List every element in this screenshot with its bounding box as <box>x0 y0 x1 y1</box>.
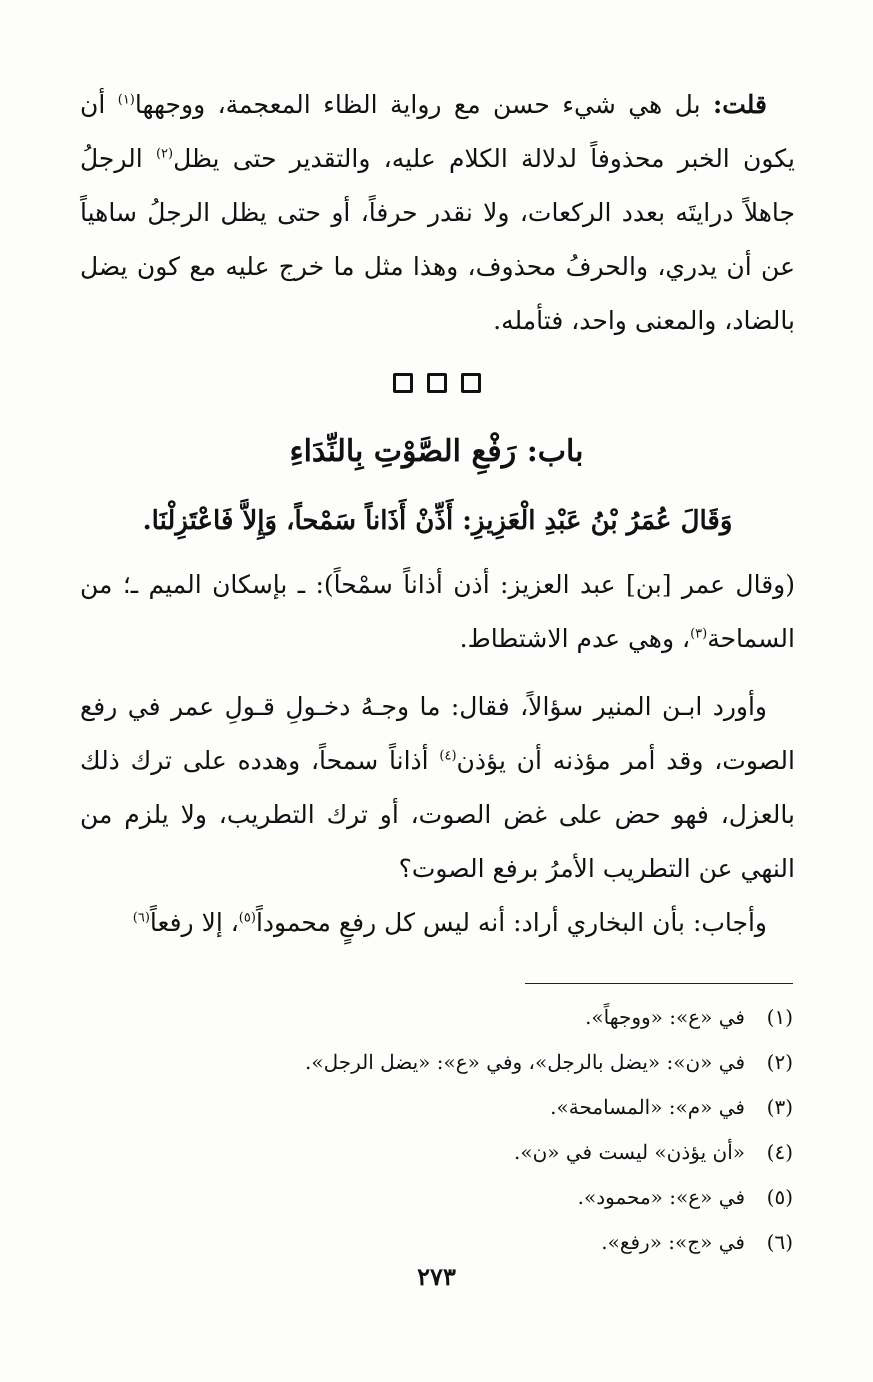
footnote-ref[interactable]: (٦) <box>132 910 150 926</box>
page-number: ٢٧٣ <box>417 1262 456 1291</box>
footnote-text: في «ج»: «رفع». <box>601 1230 745 1254</box>
footnote-item <box>80 995 793 1040</box>
paragraph-text: بل هي شيء حسن مع رواية الظاء المعجمة، ووجهها <box>134 90 713 119</box>
footnote-number: (٢) <box>766 1050 793 1074</box>
paragraph-question <box>80 680 795 896</box>
footnote-number: (١) <box>766 1005 793 1029</box>
paragraph-commentary <box>80 78 795 348</box>
separator-square-icon <box>427 373 447 393</box>
footnote-item <box>80 1130 793 1175</box>
paragraph-text: وأجاب: بأن البخاري أراد: أنه ليس كل رفعٍ محموداً <box>255 908 767 937</box>
footnote-divider <box>525 983 793 984</box>
top-text-block <box>80 78 795 348</box>
paragraph-text: وأورد ابـن المنير سؤالاً، فقال: ما وجـهُ دخـولِ قـولِ عمر في رفع الصوت، وقد أمر مؤذنه أن يؤذن <box>80 692 795 775</box>
paragraph-text: أذاناً سمحاً، وهدده على ترك ذلك بالعزل، فهو حض على غض الصوت، أو ترك التطريب، ولا يلزم من النهي عن التطريب الأمرُ برفع الصوت؟ <box>80 746 795 883</box>
paragraph-text: ، وهي عدم الاشتطاط. <box>459 624 691 653</box>
footnote-ref[interactable]: (٤) <box>439 748 457 764</box>
footnote-number: (٣) <box>766 1095 793 1119</box>
paragraph-lead: قلت: <box>712 90 767 119</box>
footnote-item <box>80 1040 793 1085</box>
footnote-ref[interactable]: (١) <box>117 92 135 108</box>
footnote-ref[interactable]: (٢) <box>155 146 174 162</box>
footnote-item <box>80 1220 793 1265</box>
separator-square-icon <box>393 373 413 393</box>
footnote-text: في «ع»: «ووجهاً». <box>585 1005 745 1029</box>
footnote-ref[interactable]: (٥) <box>238 910 256 926</box>
paragraph-text: (وقال عمر [بن] عبد العزيز: أذن أذاناً سمْحاً): ـ بإسكان الميم ـ؛ من السماحة <box>80 570 795 653</box>
paragraph-text: أن يكون الخبر محذوفاً لدلالة الكلام عليه، والتقدير حتى يظل <box>80 90 795 173</box>
chapter-title: رَفْعِ الصَّوْتِ بِالنِّدَاءِ <box>289 434 517 469</box>
paragraph-answer <box>80 896 795 950</box>
footnote-number: (٥) <box>766 1185 793 1209</box>
footnote-text: في «ع»: «محمود». <box>577 1185 745 1209</box>
hadith-quote: وَقَالَ عُمَرُ بْنُ عَبْدِ الْعَزِيزِ: أَذِّنْ أَذَاناً سَمْحاً، وَإِلاَّ فَاعْتَزِلْنَا. <box>142 506 733 536</box>
paragraph-explanation <box>80 558 795 666</box>
main-text-block <box>80 558 795 950</box>
footnote-number: (٦) <box>766 1230 793 1254</box>
paragraph-text: الرجلُ جاهلاً درايتَه بعدد الركعات، ولا نقدر حرفاً، أو حتى يظل الرجلُ ساهياً عن أن يدري، والحرفُ محذوف، وهذا مثل ما خرج عليه مع كون يضل بالضاد، والمعنى واحد، فتأمله. <box>80 144 795 335</box>
footnote-text: في «م»: «المسامحة». <box>550 1095 745 1119</box>
footnotes-list <box>80 995 793 1265</box>
footnote-text: في «ن»: «يضل بالرجل»، وفي «ع»: «يضل الرجل». <box>304 1050 745 1074</box>
chapter-label: باب: <box>526 434 584 469</box>
separator-square-icon <box>461 373 481 393</box>
footnote-number: (٤) <box>766 1140 793 1164</box>
footnote-item <box>80 1175 793 1220</box>
section-separator <box>0 373 873 393</box>
chapter-heading <box>0 430 873 474</box>
footnote-text: «أن يؤذن» ليست في «ن». <box>514 1140 745 1164</box>
footnote-item <box>80 1085 793 1130</box>
paragraph-text: ، إلا رفعاً <box>149 908 239 937</box>
footnote-ref[interactable]: (٣) <box>690 626 708 642</box>
